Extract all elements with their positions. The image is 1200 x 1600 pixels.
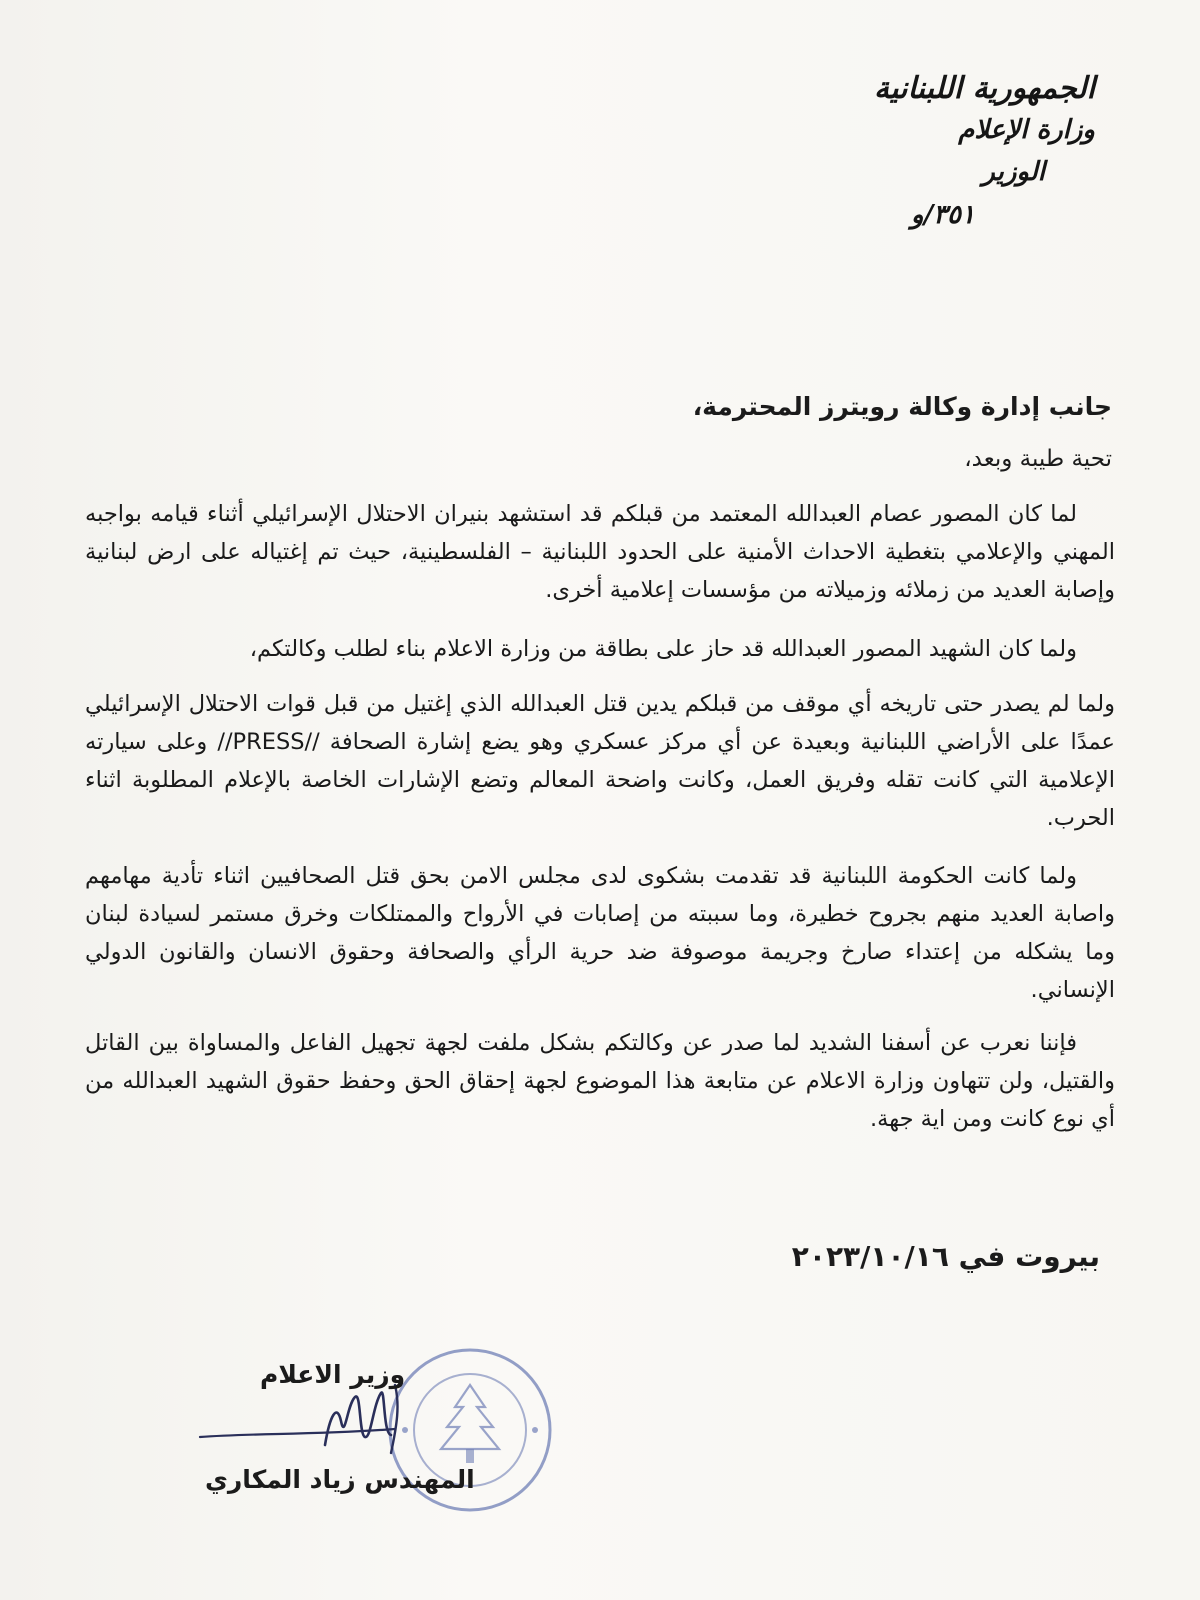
- letter-paragraph-3: ولما لم يصدر حتى تاريخه أي موقف من قبلكم يدين قتل العبدالله الذي إغتيل من قبل قوات الاحتلال الإسرائيلي عمدًا على الأراضي اللبنانية وبعيدة عن أي مركز عسكري وهو يضع إشارة الصحافة //PRESS// وعلى سيارته الإعلامية التي كانت تقله وفريق العمل، وكانت واضحة المعالم وتضع الإشارات الخاصة بالإعلام المطلوبة اثناء الحرب.: [85, 691, 1115, 831]
- signatory-title: وزير الاعلام: [260, 1360, 406, 1389]
- letter-date: بيروت في ٢٠٢٣/١٠/١٦: [791, 1240, 1100, 1273]
- letter-greeting: تحية طيبة وبعد،: [964, 446, 1112, 472]
- letter-addressee: جانب إدارة وكالة رويترز المحترمة،: [692, 392, 1112, 421]
- letter-paragraph-1: لما كان المصور عصام العبدالله المعتمد من قبلكم قد استشهد بنيران الاحتلال الإسرائيلي أثناء قيامه بواجبه المهني والإعلامي بتغطية الاحداث الأمنية على الحدود اللبنانية – الفلسطينية، حيث تم إغتياله على ارض لبنانية وإصابة العديد من زملائه وزميلاته من مؤسسات إعلامية أخرى.: [85, 501, 1115, 603]
- letter-paragraph-4: ولما كانت الحكومة اللبنانية قد تقدمت بشكوى لدى مجلس الامن بحق قتل الصحافيين اثناء تأدية مهامهم واصابة العديد منهم بجروح خطيرة، وما سببته من إصابات في الأرواح والممتلكات وخرق مستمر لسيادة لبنان وما يشكله من إعتداء صارخ وجريمة موصوفة ضد حرية الرأي والصحافة وحقوق الانسان والقانون الدولي الإنساني.: [85, 863, 1115, 1003]
- letterhead: [835, 70, 1095, 231]
- letter-paragraph-2: ولما كان الشهيد المصور العبدالله قد حاز على بطاقة من وزارة الاعلام بناء لطلب وكالتكم،: [249, 636, 1077, 662]
- letterhead-ministry: وزارة الإعلام: [958, 114, 1095, 145]
- letter-reference-number: ٣٥١/و: [911, 199, 975, 230]
- signatory-name: المهندس زياد المكاري: [205, 1465, 475, 1494]
- letter-paragraph-5: فإننا نعرب عن أسفنا الشديد لما صدر عن وكالتكم بشكل ملفت لجهة تجهيل الفاعل والمساواة بين القاتل والقتيل، ولن تتهاون وزارة الاعلام عن متابعة هذا الموضوع لجهة إحقاق الحق وحفظ حقوق الشهيد العبدالله من أي نوع كانت ومن اية جهة.: [85, 1030, 1115, 1132]
- letterhead-republic: الجمهورية اللبنانية: [873, 71, 1095, 106]
- letterhead-minister: الوزير: [982, 157, 1045, 187]
